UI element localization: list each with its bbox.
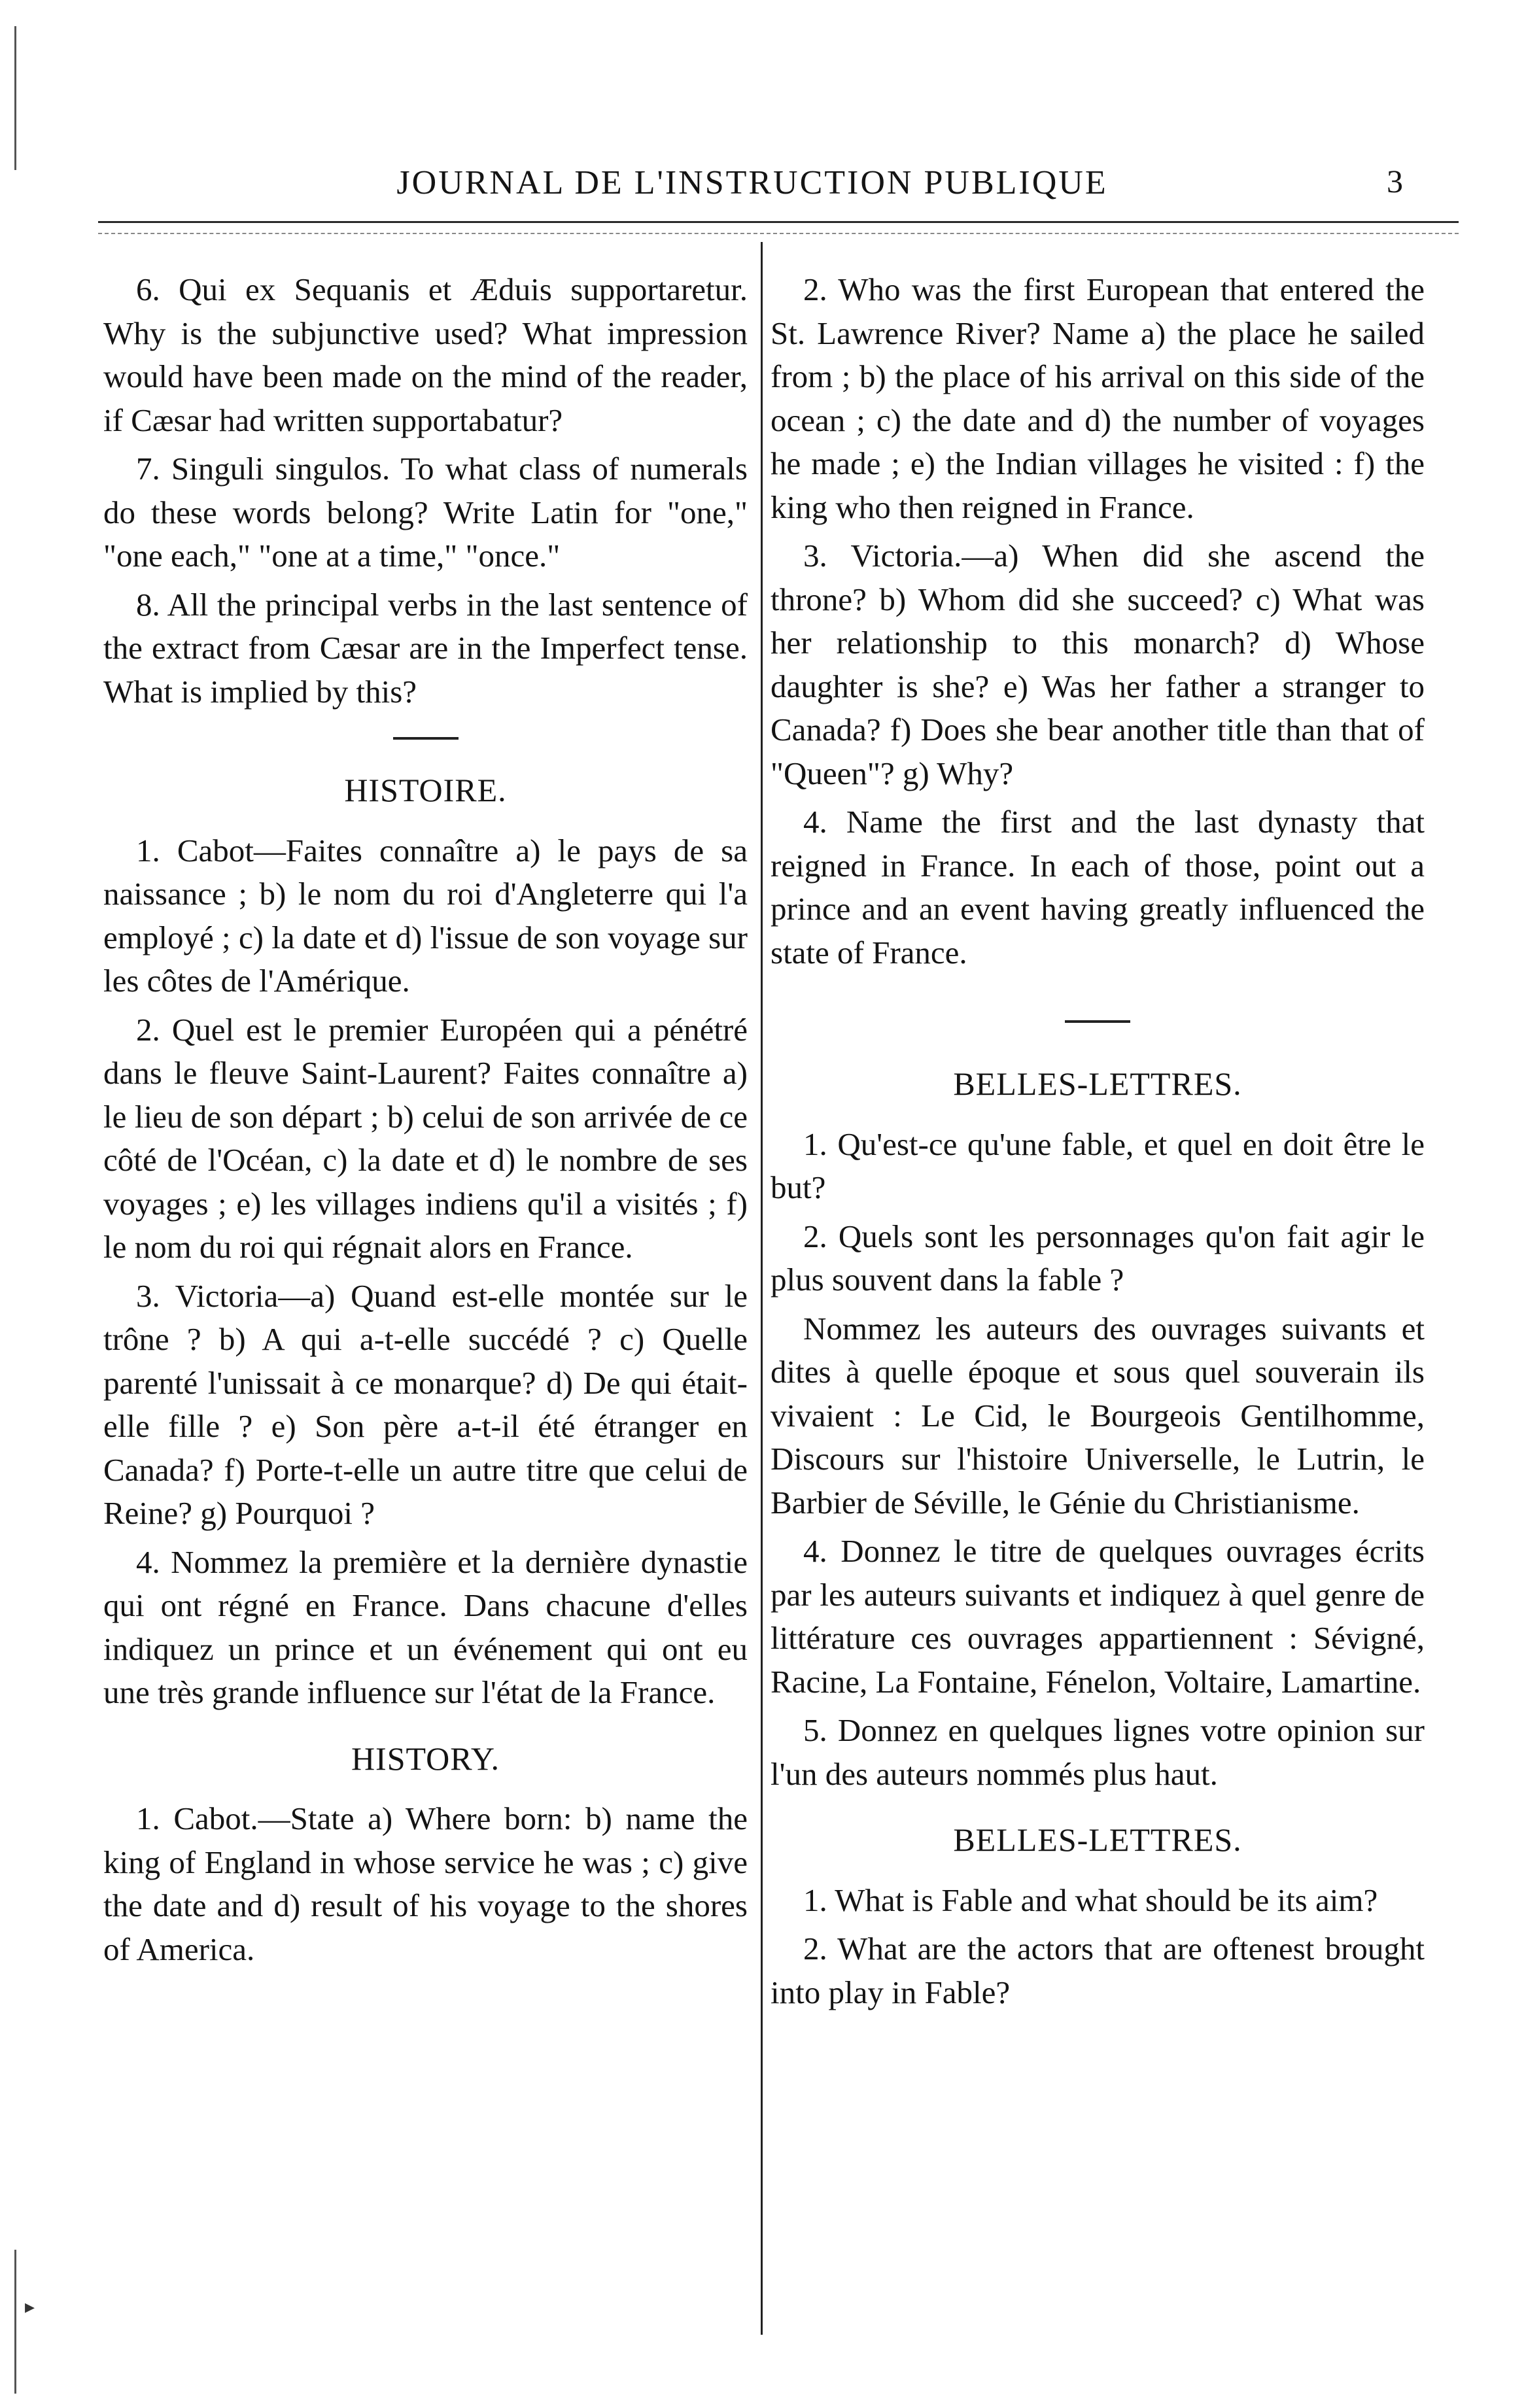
belles-lettres-question-2: 2. Quels sont les personnages qu'on fait agir le plus souvent dans la fable ?: [771, 1218, 1425, 1298]
belles-lettres-question-5: 5. Donnez en quelques lignes votre opinion sur l'un des auteurs nommés plus haut.: [771, 1712, 1425, 1792]
history-question-2: 2. Who was the first European that entered the St. Lawrence River? Name a) the place he sailed from ; b) the place of his arrival on this side of the ocean ; c) the date and d) the number of voyages he made ; e) the Indian villages he visited : f) the king who then reigned in France.: [771, 271, 1425, 525]
section-heading-history: HISTORY.: [351, 1740, 500, 1777]
history-question-3: 3. Victoria.—a) When did she ascend the throne? b) Whom did she succeed? c) What was her relationship to this monarch? d) Whose daughter is she? e) Was her father a stranger to Canada? f) Does she bear another title than that of "Queen"? g) Why?: [771, 538, 1425, 791]
latin-question-8: 8. All the principal verbs in the last sentence of the extract from Cæsar are in the Imperfect tense. What is implied by this?: [103, 586, 748, 710]
histoire-question-3: 3. Victoria—a) Quand est-elle montée sur le trône ? b) A qui a-t-elle succédé ? c) Quelle parenté l'unissait à ce monarque? d) De qui était-elle fille ? e) Son père a-t-il été étranger en Canada? f) Porte-t-elle un autre titre que celui de Reine? g) Pourquoi ?: [103, 1277, 748, 1531]
belles-lettres-question-3: Nommez les auteurs des ouvrages suivants et dites à quelle époque et sous quel souverain ils vivaient : Le Cid, le Bourgeois Gentilhomme, Discours sur l'histoire Universelle, le Lutrin, le Barbier de Séville, le Génie du Christianisme.: [771, 1310, 1425, 1521]
belles-lettres-en-question-2: 2. What are the actors that are oftenest brought into play in Fable?: [771, 1931, 1425, 2010]
section-heading-histoire: HISTOIRE.: [344, 772, 507, 808]
section-separator: [1065, 1020, 1130, 1023]
latin-question-6: 6. Qui ex Sequanis et Æduis supportaretur. Why is the subjunctive used? What impression would have been made on the mind of the reader, if Cæsar had written supportabatur?: [103, 271, 748, 438]
history-question-1: 1. Cabot.—State a) Where born: b) name the king of England in whose service he was ; c) give the date and d) result of his voyage to the shores of America.: [103, 1800, 748, 1967]
header-rule-dashed: [98, 233, 1459, 234]
section-heading-belles-lettres-en: BELLES-LETTRES.: [953, 1821, 1242, 1858]
header-rule: [98, 221, 1459, 223]
journal-title: JOURNAL DE L'INSTRUCTION PUBLIQUE: [396, 164, 1108, 201]
column-divider: [761, 242, 763, 2335]
histoire-question-2: 2. Quel est le premier Européen qui a pénétré dans le fleuve Saint-Laurent? Faites connaître a) le lieu de son départ ; b) celui de son arrivée de ce côté de l'Océan, c) la date et d) le nombre de ses voyages ; e) les villages indiens qu'il a visités ; f) le nom du roi qui régnait alors en France.: [103, 1011, 748, 1265]
margin-mark-bottom: [14, 2250, 16, 2394]
margin-arrow-icon: ▸: [25, 2296, 35, 2318]
left-column: [103, 268, 748, 1976]
margin-mark-top: [14, 26, 16, 170]
section-heading-belles-lettres-fr: BELLES-LETTRES.: [953, 1065, 1242, 1102]
section-separator: [393, 737, 459, 740]
histoire-question-1: 1. Cabot—Faites connaître a) le pays de sa naissance ; b) le nom du roi d'Angleterre qui l'a employé ; c) la date et d) l'issue de son voyage sur les côtes de l'Amérique.: [103, 832, 748, 999]
right-column: [771, 268, 1425, 2020]
page-number: 3: [1387, 163, 1403, 199]
history-question-4: 4. Name the first and the last dynasty that reigned in France. In each of those, point out a prince and an event having greatly influenced the state of France.: [771, 804, 1425, 971]
latin-question-7: 7. Singuli singulos. To what class of numerals do these words belong? Write Latin for "one," "one each," "one at a time," "once.": [103, 451, 748, 574]
belles-lettres-question-4: 4. Donnez le titre de quelques ouvrages écrits par les auteurs suivants et indiquez à quel genre de littérature ces ouvrages appartiennent : Sévigné, Racine, La Fontaine, Fénelon, Voltaire, Lamartine.: [771, 1533, 1425, 1700]
belles-lettres-question-1: 1. Qu'est-ce qu'une fable, et quel en doit être le but?: [771, 1126, 1425, 1205]
belles-lettres-en-question-1: 1. What is Fable and what should be its aim?: [803, 1882, 1378, 1918]
histoire-question-4: 4. Nommez la première et la dernière dynastie qui ont régné en France. Dans chacune d'elles indiquez un prince et un événement qui ont eu une très grande influence sur l'état de la France.: [103, 1543, 748, 1710]
